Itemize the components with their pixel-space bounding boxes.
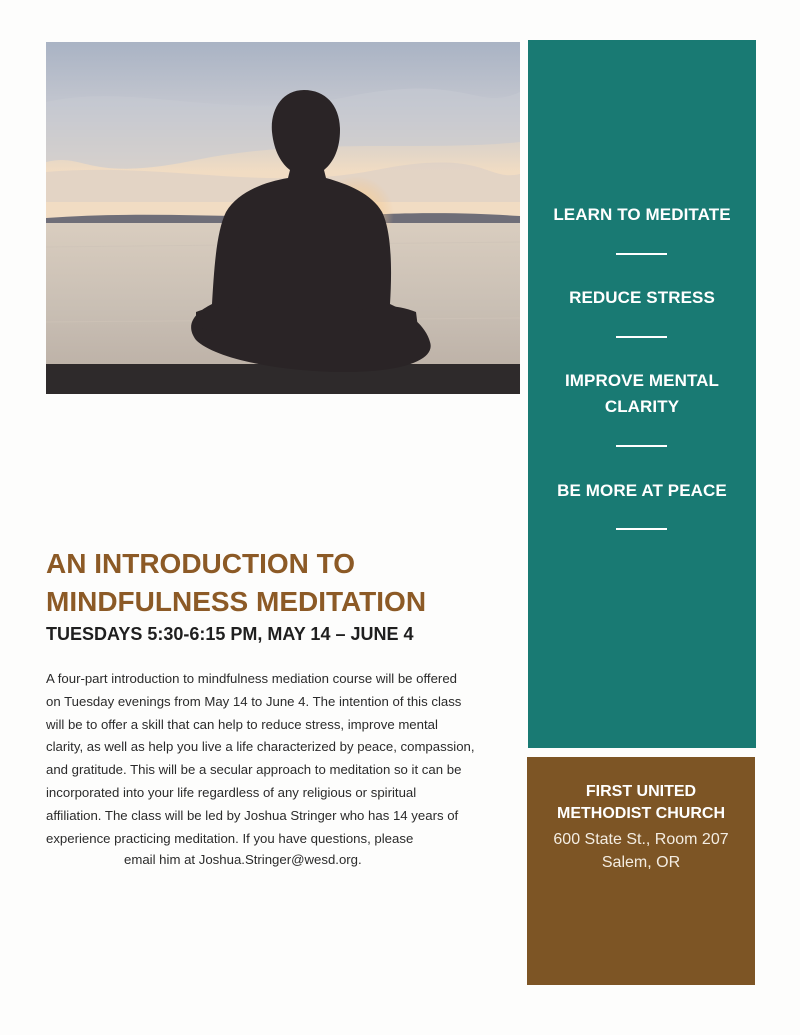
- description-line: will be to offer a skill that can help to reduce stress, improve mental: [46, 716, 438, 732]
- benefit-learn-to-meditate: LEARN TO MEDITATE: [553, 205, 731, 224]
- meditation-silhouette-image: [46, 42, 520, 394]
- event-title-line: MINDFULNESS MEDITATION: [46, 586, 427, 617]
- church-address: [527, 828, 755, 874]
- address-line: 600 State St., Room 207: [553, 831, 729, 848]
- description-line: A four-part introduction to mindfulness mediation course will be offered: [46, 671, 457, 686]
- benefit-divider: [616, 336, 667, 338]
- address-line: Salem, OR: [601, 854, 681, 871]
- benefits-panel: [528, 40, 756, 748]
- event-title-line: AN INTRODUCTION TO: [46, 548, 356, 579]
- description-line: experience practicing meditation. If you have questions, please: [46, 830, 414, 846]
- event-description: [46, 668, 521, 850]
- benefit-divider: [616, 253, 667, 255]
- description-line: incorporated into your life regardless of any religious or spiritual: [46, 784, 417, 800]
- meditation-photo: [46, 42, 520, 394]
- benefit-improve-mental-clarity: [528, 368, 756, 420]
- contact-email-line: email him at Joshua.Stringer@wesd.org.: [124, 852, 362, 867]
- benefit-reduce-stress: REDUCE STRESS: [569, 288, 715, 307]
- description-line: affiliation. The class will be led by Joshua Stringer who has 14 years of: [46, 807, 459, 823]
- benefit-line: CLARITY: [604, 397, 680, 416]
- location-panel: [527, 757, 755, 985]
- description-line: on Tuesday evenings from May 14 to June 4. The intention of this class: [46, 693, 462, 709]
- benefit-line: IMPROVE MENTAL: [564, 371, 720, 390]
- benefit-be-more-at-peace: BE MORE AT PEACE: [557, 481, 727, 500]
- description-line: and gratitude. This will be a secular approach to meditation so it can be: [46, 762, 462, 778]
- event-schedule: TUESDAYS 5:30-6:15 PM, MAY 14 – JUNE 4: [46, 624, 414, 644]
- church-name: [527, 781, 755, 825]
- church-name-line: METHODIST CHURCH: [557, 805, 725, 822]
- benefit-divider: [616, 528, 667, 530]
- event-title: [46, 545, 516, 621]
- description-line: clarity, as well as help you live a life characterized by peace, compassion,: [46, 739, 475, 755]
- benefit-divider: [616, 445, 667, 447]
- church-name-line: FIRST UNITED: [585, 783, 697, 800]
